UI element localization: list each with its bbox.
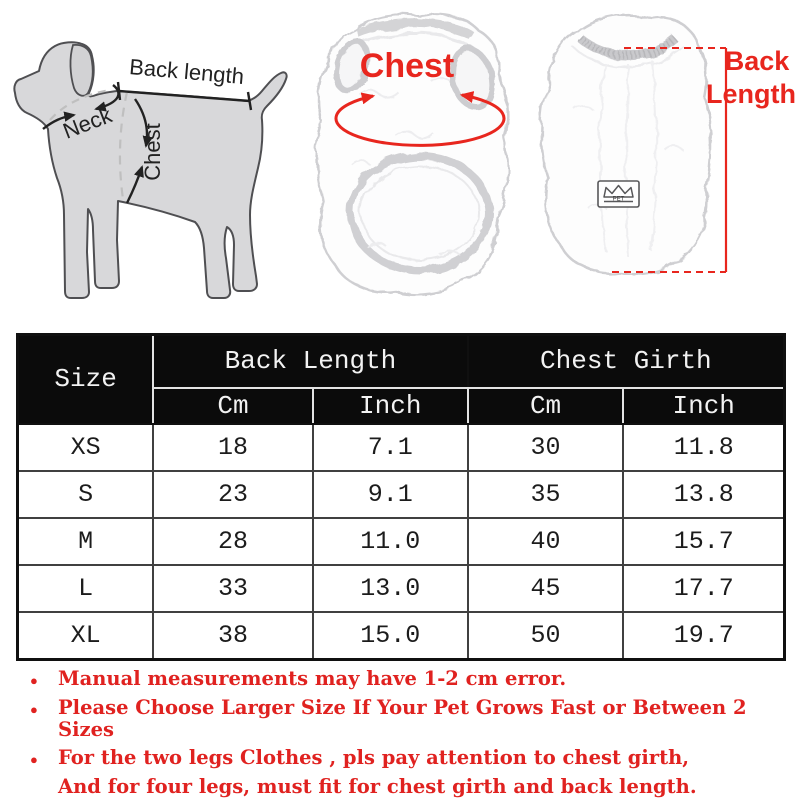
note-text: For the two legs Clothes , pls pay attention to chest girth,: [58, 746, 690, 770]
size-cell: S: [18, 471, 154, 518]
value-cell: 11.0: [313, 518, 468, 565]
back-vest-label-length: Length: [706, 79, 796, 109]
bullet-icon: ●: [30, 752, 38, 768]
dog-ear: [70, 45, 92, 96]
bullet-icon: ●: [30, 701, 38, 717]
value-cell: 28: [153, 518, 313, 565]
value-cell: 7.1: [313, 424, 468, 471]
value-cell: 35: [468, 471, 624, 518]
value-cell: 17.7: [623, 565, 784, 612]
notes: [30, 668, 786, 800]
measurement-diagram: [0, 0, 800, 330]
note-text: Manual measurements may have 1-2 cm error.: [58, 667, 567, 690]
note-item: [30, 776, 786, 798]
size-table: [16, 333, 786, 661]
dog-illustration: [14, 42, 286, 298]
value-cell: 15.0: [313, 612, 468, 659]
value-cell: 15.7: [623, 518, 784, 565]
size-cell: XL: [18, 612, 154, 659]
table-row: [18, 424, 785, 471]
logo-text: PET: [612, 196, 625, 203]
note-text: Please Choose Larger Size If Your Pet Grows Fast or Between 2 Sizes: [58, 695, 747, 741]
size-cell: XS: [18, 424, 154, 471]
value-cell: 13.0: [313, 565, 468, 612]
front-vest-chest-label: Chest: [359, 47, 455, 85]
bullet-icon: ●: [30, 673, 38, 688]
front-vest-hem-ring: [351, 156, 489, 270]
value-cell: 9.1: [313, 471, 468, 518]
value-cell: 40: [468, 518, 624, 565]
back-length-inch-header: Inch: [313, 388, 468, 424]
note-item: [30, 668, 786, 690]
back-length-label: Back length: [128, 54, 246, 89]
chest-label: Chest: [140, 123, 165, 181]
value-cell: 19.7: [623, 612, 784, 659]
back-length-group-header: Back Length: [153, 335, 467, 388]
value-cell: 23: [153, 471, 313, 518]
value-cell: 18: [153, 424, 313, 471]
size-cell: M: [18, 518, 154, 565]
size-cell: L: [18, 565, 154, 612]
value-cell: 33: [153, 565, 313, 612]
table-row: [18, 518, 785, 565]
value-cell: 45: [468, 565, 624, 612]
value-cell: 11.8: [623, 424, 784, 471]
neck-label: Neck: [59, 102, 116, 144]
chest-girth-cm-header: Cm: [468, 388, 624, 424]
back-length-cm-header: Cm: [153, 388, 313, 424]
back-vest-photo: [541, 15, 796, 275]
size-table-section: [16, 333, 786, 661]
chest-girth-group-header: Chest Girth: [468, 335, 785, 388]
table-row: [18, 471, 785, 518]
table-row: [18, 612, 785, 659]
note-text: And for four legs, must fit for chest girth and back length.: [58, 775, 697, 799]
note-item: [30, 747, 786, 769]
size-column-header: Size: [18, 335, 154, 424]
value-cell: 13.8: [623, 471, 784, 518]
value-cell: 30: [468, 424, 624, 471]
value-cell: 50: [468, 612, 624, 659]
front-vest-photo: [316, 14, 508, 294]
note-item: [30, 697, 786, 741]
brand-crown-logo: [598, 181, 639, 207]
back-vest-label-back: Back: [724, 46, 790, 76]
chest-girth-inch-header: Inch: [623, 388, 784, 424]
value-cell: 38: [153, 612, 313, 659]
table-row: [18, 565, 785, 612]
